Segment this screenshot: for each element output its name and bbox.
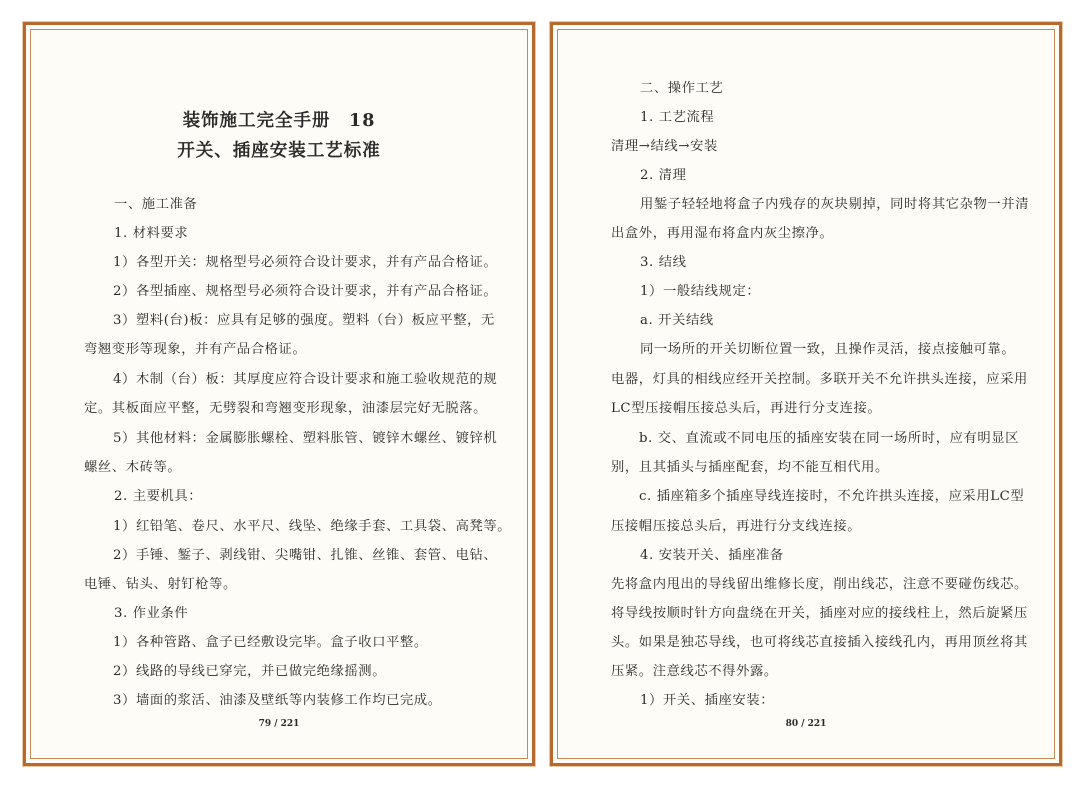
right-page (550, 22, 1062, 766)
text-line: a. 开关结线 (640, 313, 714, 328)
text-line: 用錾子轻轻地将盒子内残存的灰块剔掉，同时将其它杂物一并清 (640, 197, 1030, 212)
text-line: 3）墙面的浆活、油漆及壁纸等内装修工作均已完成。 (113, 693, 442, 708)
text-line: 电器，灯具的相线应经开关控制。多联开关不允许拱头连接，应采用 (611, 372, 1028, 387)
text-line: 将导线按顺时针方向盘绕在开关，插座对应的接线柱上，然后旋紧压 (611, 606, 1028, 621)
page-number: 80 / 221 (785, 719, 827, 729)
subsection-heading: 1. 材料要求 (114, 226, 189, 241)
text-line: 别，且其插头与插座配套，均不能互相代用。 (611, 460, 889, 475)
text-line: 压紧。注意线芯不得外露。 (611, 664, 778, 679)
text-line: b. 交、直流或不同电压的插座安装在同一场所时，应有明显区 (639, 431, 1020, 446)
text-line: 4）木制（台）板：其厚度应符合设计要求和施工验收规范的规 (113, 372, 498, 387)
left-page (23, 22, 535, 766)
text-line: 出盒外，再用湿布将盒内灰尘擦净。 (611, 226, 834, 241)
text-line: 定。其板面应平整，无劈裂和弯翘变形现象，油漆层完好无脱落。 (84, 401, 488, 416)
subsection-heading: 3. 作业条件 (114, 606, 189, 621)
text-line: 头。如果是独芯导线，也可将线芯直接插入接线孔内，再用顶丝将其 (611, 635, 1028, 650)
text-line: 1）各型开关：规格型号必须符合设计要求，并有产品合格证。 (113, 255, 498, 270)
section-heading: 二、操作工艺 (640, 81, 724, 96)
text-line: 5）其他材料：金属膨胀螺栓、塑料胀管、镀锌木螺丝、镀锌机 (113, 431, 498, 446)
text-line: 2）各型插座、规格型号必须符合设计要求，并有产品合格证。 (113, 284, 498, 299)
document-subtitle: 开关、插座安装工艺标准 (177, 141, 381, 161)
text-line: 1）各种管路、盒子已经敷设完毕。盒子收口平整。 (113, 635, 428, 650)
text-line: 同一场所的开关切断位置一致，且操作灵活，接点接触可靠。 (640, 342, 1016, 357)
subsection-heading: 2. 主要机具： (114, 489, 203, 504)
text-line: 1）开关、插座安装： (640, 693, 775, 708)
text-line: 螺丝、木砖等。 (84, 460, 182, 475)
subsection-heading: 1. 工艺流程 (640, 110, 715, 125)
subsection-heading: 4. 安装开关、插座准备 (640, 548, 784, 563)
text-line: 2）线路的导线已穿完，并已做完绝缘摇测。 (113, 664, 387, 679)
text-line: 1）红铅笔、卷尺、水平尺、线坠、绝缘手套、工具袋、高凳等。 (113, 519, 512, 534)
text-line: 先将盒内甩出的导线留出维修长度，削出线芯，注意不要碰伤线芯。 (611, 577, 1028, 592)
text-line: c. 插座箱多个插座导线连接时，不允许拱头连接，应采用LC型 (639, 489, 1025, 504)
subsection-heading: 3. 结线 (640, 255, 687, 270)
document-title: 装饰施工完全手册 18 (182, 111, 376, 131)
text-line: 2）手锤、錾子、剥线钳、尖嘴钳、扎锥、丝锥、套管、电钻、 (113, 548, 498, 563)
section-heading: 一、施工准备 (114, 197, 198, 212)
text-line: LC型压接帽压接总头后，再进行分支连接。 (611, 401, 882, 416)
text-line: 电锤、钻头、射钉枪等。 (84, 577, 237, 592)
page-number: 79 / 221 (258, 719, 300, 729)
text-line: 1）一般结线规定： (640, 284, 761, 299)
text-line: 压接帽压接总头后，再进行分支线连接。 (611, 519, 862, 534)
text-line: 3）塑料(台)板：应具有足够的强度。塑料（台）板应平整，无 (113, 313, 495, 328)
text-line: 弯翘变形等现象，并有产品合格证。 (84, 342, 307, 357)
subsection-heading: 2. 清理 (640, 168, 687, 183)
text-line: 清理→结线→安装 (611, 139, 718, 154)
